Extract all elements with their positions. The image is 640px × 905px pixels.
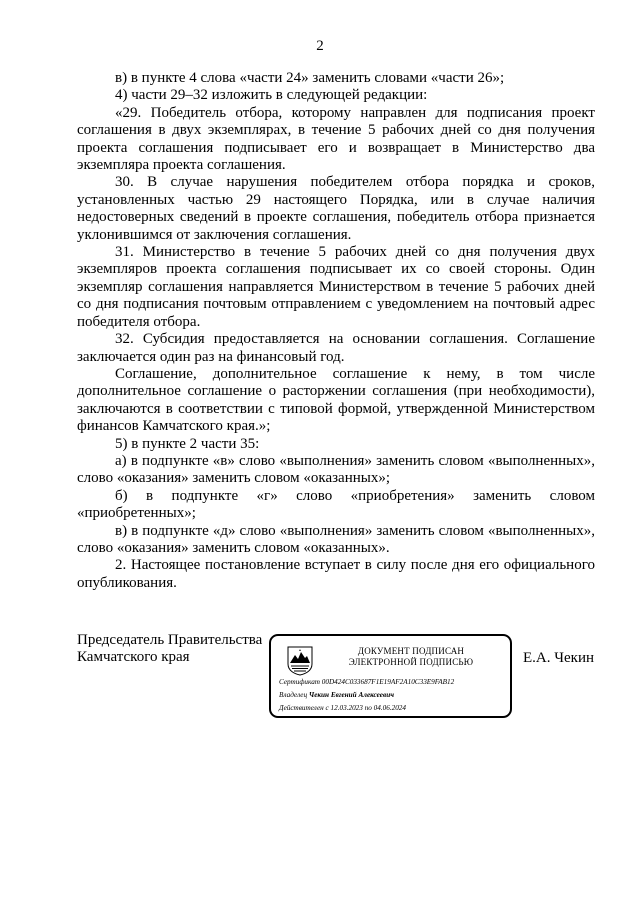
certificate-value: 00D424C033687F1E19AF2A10C33E9FAB12 [321,678,455,686]
paragraph: 31. Министерство в течение 5 рабочих дней со дня получения двух экземпляров проекта соглашения подписывает их со своей стороны. Один экземпляр соглашения направляется Министерством в течение 5 рабочих дней со дня подписания почтовым отправлением с уведомлением на почтовый адрес победителя отбора. [77,244,595,330]
stamp-owner-row [279,689,454,702]
valid-from-date: 12.03.2023 [330,704,363,712]
stamp-details [279,676,454,715]
document-body [77,70,595,592]
stamp-validity-row [279,702,454,715]
paragraph: 5) в пункте 2 части 35: [115,435,260,452]
paragraph: 30. В случае нарушения победителем отбора порядка и сроков, установленных частью 29 настоящего Порядка, или в случае наличия недостоверных сведений в проекте соглашения, победитель отбора признается уклонившимся от заключения соглашения. [77,174,595,243]
validity-to-label: по [364,704,372,712]
paragraph: Соглашение, дополнительное соглашение к нему, в том числе дополнительное соглашение о расторжении соглашения (при необходимости), заключаются в соответствии с типовой формой, утвержденной Министерством финансов Камчатского края.»; [77,365,595,435]
paragraph: «29. Победитель отбора, которому направлен для подписания проект соглашения в двух экземплярах, в течение 5 рабочих дней со дня получения проекта соглашения подписывает его и возвращает в Министерство два экземпляра проекта соглашения. [77,104,595,174]
owner-value: Чекин Евгений Алексеевич [308,691,394,699]
validity-label: Действителен с [279,704,329,712]
paragraph: 32. Субсидия предоставляется на основании соглашения. Соглашение заключается один раз на финансовый год. [77,331,595,365]
kamchatka-coat-of-arms-icon [287,646,313,676]
paragraph: а) в подпункте «в» слово «выполнения» заменить словом «выполненных», слово «оказания» заменить словом «оказанных»; [77,452,595,487]
stamp-title-line: ДОКУМЕНТ ПОДПИСАН [357,646,465,656]
electronic-signature-stamp [269,634,512,718]
signatory-name: Е.А. Чекин [523,650,594,666]
signatory-position-line: Камчатского края [77,649,190,666]
owner-label: Владелец [279,691,308,699]
paragraph: в) в пункте 4 слова «части 24» заменить словами «части 26»; [115,70,505,86]
stamp-certificate-row [279,676,454,689]
page-number: 2 [316,38,324,54]
stamp-title [323,646,499,668]
paragraph: 2. Настоящее постановление вступает в силу после дня его официального опубликования. [77,557,595,591]
paragraph: 4) части 29–32 изложить в следующей редакции: [115,87,428,104]
signatory-position-line: Председатель Правительства [77,632,263,648]
signatory-position [77,632,262,667]
certificate-label: Сертификат [279,678,320,686]
valid-to-date: 04.06.2024 [373,704,406,712]
stamp-title-line: ЭЛЕКТРОННОЙ ПОДПИСЬЮ [348,657,474,667]
paragraph: б) в подпункте «г» слово «приобретения» заменить словом «приобретенных»; [77,487,595,522]
paragraph: в) в подпункте «д» слово «выполнения» заменить словом «выполненных», слово «оказания» заменить словом «оказанных». [77,522,595,556]
